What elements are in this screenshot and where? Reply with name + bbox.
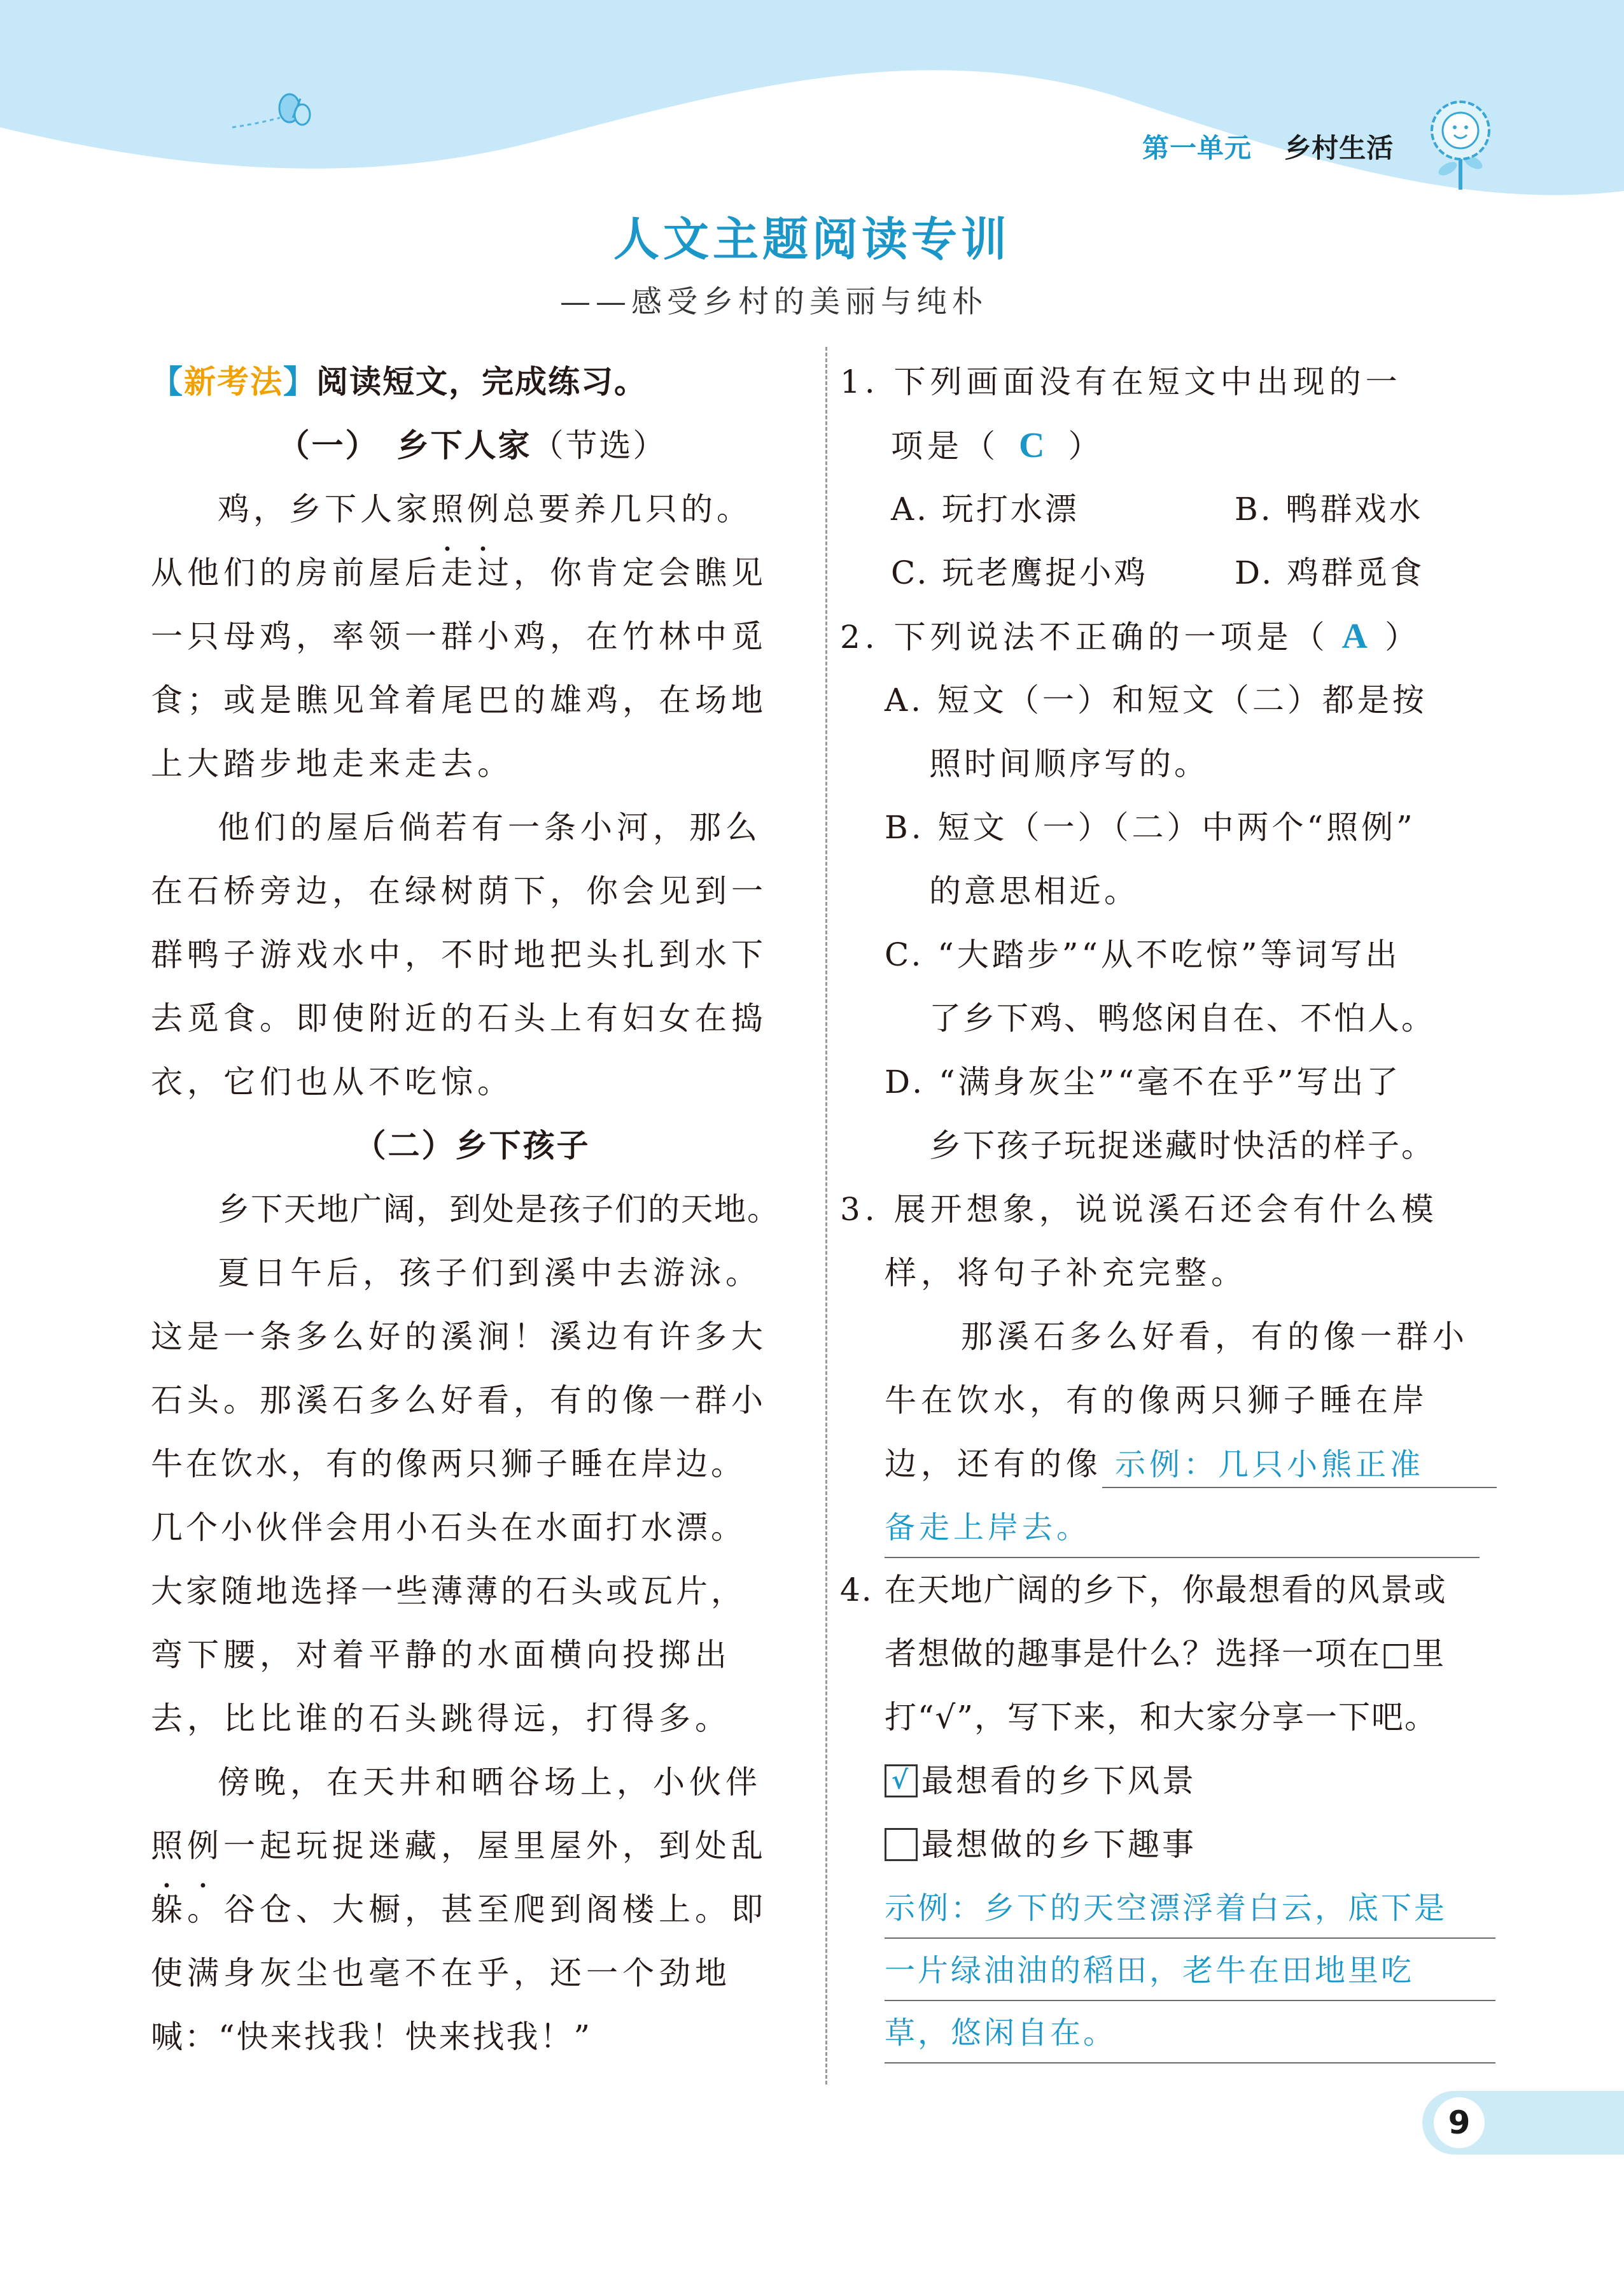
passage-line: 去，比比谁的石头跳得远，打得多。 — [151, 1700, 731, 1737]
q3-answer-line2[interactable]: 备走上岸去。 — [885, 1496, 1480, 1558]
question-4-line3: 打“√”，写下来，和大家分享一下吧。 — [885, 1699, 1438, 1736]
q1-answer[interactable]: C — [1019, 426, 1049, 465]
passage-line: 牛在饮水，有的像两只狮子睡在岸边。 — [151, 1445, 746, 1482]
butterfly-icon — [229, 86, 318, 137]
checkbox-checked[interactable]: √ — [885, 1764, 918, 1797]
passage-line: 使满身灰尘也毫不在乎，还一个劲地 — [151, 1955, 731, 1992]
passage-line: 食；或是瞧见耸着尾巴的雄鸡，在场地 — [151, 682, 767, 719]
q4-answer-line2[interactable]: 一片绿油油的稻田，老牛在田地里吃 — [885, 1939, 1495, 2001]
q3-prompt: 牛在饮水，有的像两只狮子睡在岸 — [885, 1382, 1429, 1419]
dotted-char: 照 — [431, 491, 467, 528]
q2-option-b-cont: 的意思相近。 — [929, 873, 1139, 910]
reading-column — [151, 350, 794, 2069]
passage-line: 去觅食。即使附近的石头上有妇女在捣 — [151, 1000, 767, 1037]
q1-option-d[interactable]: D. 鸡群觅食 — [1235, 554, 1425, 591]
option-label: 最想看的乡下风景 — [921, 1762, 1196, 1799]
passage-line: 从他们的房前屋后走过，你肯定会瞧见 — [151, 554, 767, 591]
question-text: ） — [1068, 428, 1105, 465]
question-1: 1. 下列画面没有在短文中出现的一 — [840, 363, 1402, 400]
passage-line: 乡下天地广阔，到处是孩子们的天地。 — [218, 1191, 780, 1228]
instruction-line — [151, 350, 794, 414]
q3-prompt: 那溪石多么好看，有的像一群小 — [961, 1318, 1469, 1355]
column-divider — [825, 347, 827, 2085]
question-3-line2: 样，将句子补充完整。 — [885, 1255, 1247, 1291]
passage-line: 衣，它们也从不吃惊。 — [151, 1064, 514, 1100]
q4-answer-line1[interactable]: 示例：乡下的天空漂浮着白云，底下是 — [885, 1876, 1495, 1939]
dotted-char: 照 — [151, 1827, 187, 1864]
q2-option-c[interactable]: C. “大踏步”“从不吃惊”等词写出 — [885, 936, 1401, 973]
dotted-char: 例 — [187, 1827, 223, 1864]
q4-option-1[interactable] — [840, 1749, 1492, 1813]
passage-line: 这是一条多么好的溪涧！溪边有许多大 — [151, 1318, 767, 1355]
q3-prompt: 边，还有的像 — [885, 1445, 1102, 1482]
passage1-heading-line — [151, 414, 794, 477]
question-4-line2: 者想做的趣事是什么？选择一项在□里 — [885, 1635, 1446, 1672]
q4-answer-line3[interactable]: 草，悠闲自在。 — [885, 2001, 1495, 2064]
q2-option-d-cont: 乡下孩子玩捉迷藏时快活的样子。 — [929, 1127, 1435, 1164]
q1-options-row — [840, 541, 1492, 605]
passage-line: 石头。那溪石多么好看，有的像一群小 — [151, 1382, 767, 1419]
option-label: 最想做的乡下趣事 — [921, 1826, 1196, 1863]
question-2 — [840, 605, 1492, 668]
instruction-text: 阅读短文，完成练习。 — [316, 363, 647, 400]
passage-line: 喊：“快来找我！快来找我！” — [151, 2018, 592, 2055]
passage-line: 傍晚，在天井和晒谷场上，小伙伴 — [218, 1764, 762, 1801]
q2-option-a-cont: 照时间顺序写的。 — [929, 745, 1209, 782]
passage-line — [151, 477, 794, 541]
q1-option-b[interactable]: B. 鸭群戏水 — [1235, 491, 1424, 528]
unit-label — [1142, 127, 1394, 165]
unit-topic: 乡村生活 — [1284, 132, 1394, 164]
q2-answer[interactable]: A — [1341, 617, 1373, 656]
passage-line: 大家随地选择一些薄薄的石头或瓦片， — [151, 1573, 746, 1610]
passage-line: 夏日午后，孩子们到溪中去游泳。 — [218, 1255, 762, 1291]
checkbox-unchecked[interactable] — [885, 1828, 918, 1861]
q1-option-c[interactable]: C. 玩老鹰捉小鸡 — [891, 554, 1149, 591]
passage-line: 一只母鸡，率领一群小鸡，在竹林中觅 — [151, 618, 767, 655]
passage-line: 群鸭子游戏水中，不时地把头扎到水下 — [151, 936, 767, 973]
question-text: 2. 下列说法不正确的一项是（ — [840, 619, 1329, 656]
dotted-char: 例 — [467, 491, 503, 528]
passage-line: 弯下腰，对着平静的水面横向投掷出 — [151, 1636, 731, 1673]
page-subtitle: ——感受乡村的美丽与纯朴 — [560, 284, 988, 320]
page-number: 9 — [1434, 2097, 1485, 2148]
passage2-heading: （二）乡下孩子 — [354, 1127, 591, 1164]
passage1-heading: （一） 乡下人家 — [277, 427, 532, 464]
tag-bracket-close: 】 — [283, 363, 316, 400]
passage-line: 他们的屋后倘若有一条小河，那么 — [218, 809, 762, 846]
q2-option-c-cont: 了乡下鸡、鸭悠闲自在、不怕人。 — [929, 1000, 1435, 1037]
q2-option-b[interactable]: B. 短文（一）（二）中两个“照例” — [885, 809, 1416, 846]
q1-options-row — [840, 477, 1492, 541]
tag-bracket-open: 【 — [151, 363, 184, 400]
passage-line: 在石桥旁边，在绿树荫下，你会见到一 — [151, 873, 767, 910]
q2-option-a[interactable]: A. 短文（一）和短文（二）都是按 — [885, 682, 1427, 719]
page-title: 人文主题阅读专训 — [613, 213, 1011, 266]
questions-column — [840, 350, 1492, 2064]
passage1-note: （节选） — [531, 427, 667, 464]
passage-text: 总要养几只的。 — [503, 491, 752, 528]
flower-icon — [1425, 95, 1495, 191]
passage-text: 鸡，乡下人家 — [218, 491, 431, 528]
question-text: ） — [1385, 619, 1422, 656]
new-exam-tag: 新考法 — [184, 363, 283, 400]
question-4: 4. 在天地广阔的乡下，你最想看的风景或 — [840, 1571, 1447, 1608]
question-text: 项是（ — [891, 428, 1000, 465]
unit-number: 第一单元 — [1142, 132, 1252, 164]
passage-text: 一起玩捉迷藏，屋里屋外，到处乱 — [223, 1827, 767, 1864]
passage-line: 几个小伙伴会用小石头在水面打水漂。 — [151, 1509, 746, 1546]
q4-option-2[interactable] — [840, 1813, 1492, 1876]
q2-option-d[interactable]: D. “满身灰尘”“毫不在乎”写出了 — [885, 1064, 1402, 1100]
q1-option-a[interactable]: A. 玩打水漂 — [891, 491, 1079, 528]
q3-answer-line1[interactable]: 示例：几只小熊正准 — [1102, 1436, 1497, 1488]
q3-answer-row — [840, 1432, 1492, 1496]
passage-line — [151, 1814, 794, 1878]
question-3: 3. 展开想象，说说溪石还会有什么模 — [840, 1191, 1438, 1228]
question-1-line2 — [840, 414, 1492, 477]
passage-line: 上大踏步地走来走去。 — [151, 745, 514, 782]
passage-line: 躲。谷仓、大橱，甚至爬到阁楼上。即 — [151, 1891, 767, 1928]
